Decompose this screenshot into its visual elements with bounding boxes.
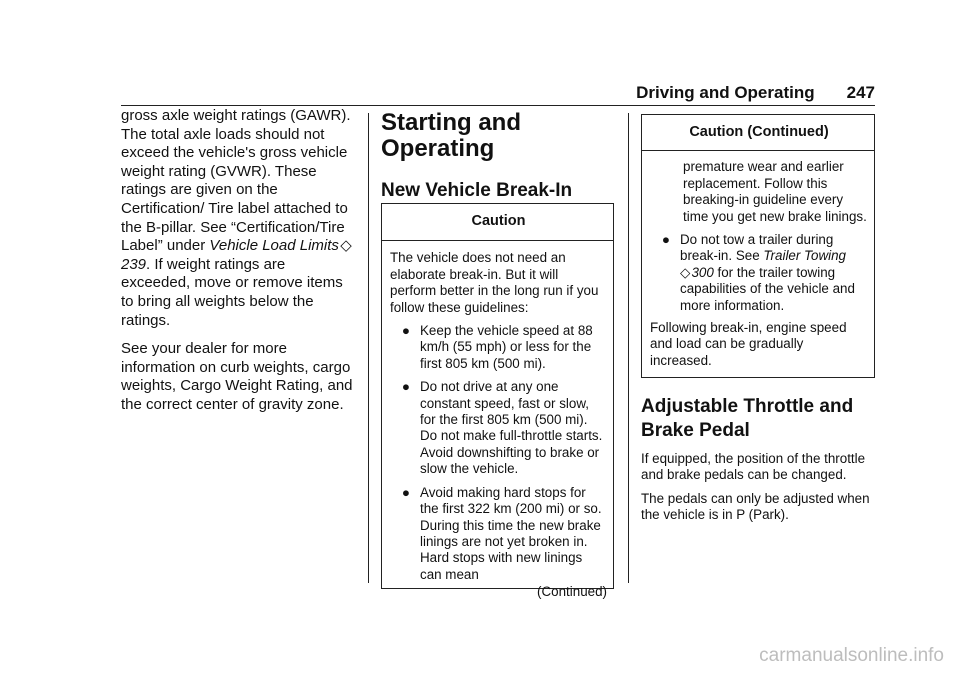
bullet-icon: ● bbox=[401, 379, 410, 395]
adjustable-pedal-heading: Adjustable Throttle and Brake Pedal bbox=[641, 396, 854, 441]
caution-bullet: ● Do not tow a trailer during break-in. See Trailer Towing ◇ 300 for the trailer towing capabilities of the vehicle and more information. bbox=[650, 232, 868, 314]
caution-box-break-in bbox=[381, 203, 614, 600]
caution-box-continued bbox=[641, 114, 875, 378]
caution-bullet: ● Keep the vehicle speed at 88 km/h (55 mph) or less for the first 805 km (500 mi). bbox=[390, 323, 607, 372]
column-1 bbox=[121, 107, 357, 425]
section-heading: Starting and Operating bbox=[381, 109, 522, 162]
caution-divider bbox=[382, 240, 613, 241]
page-ref-icon: ◇ bbox=[340, 237, 352, 255]
column-divider-right bbox=[628, 113, 629, 583]
watermark: carmanualsonline.info bbox=[759, 645, 944, 666]
page-number: 247 bbox=[846, 83, 875, 102]
bullet-icon: ● bbox=[401, 323, 410, 339]
caution-bullet: ● Avoid making hard stops for the first 322 km (200 mi) or so. During this time the new brake linings are not yet broken in. Hard stops with new linings can mean bbox=[390, 485, 607, 583]
caution-intro: The vehicle does not need an elaborate break-in. But it will perform better in the long run if you follow these guidelines: bbox=[390, 250, 599, 315]
page-header bbox=[0, 83, 875, 105]
adjustable-pedal-paragraph: If equipped, the position of the throttle and brake pedals can be changed. bbox=[641, 451, 866, 483]
weight-ratings-paragraph: gross axle weight ratings (GAWR). The total axle loads should not exceed the vehicle's gross vehicle weight rating (GVWR). These ratings are given on the Certification/ Tire label attached to the B-pillar. See “Certification/Tire Label” under Vehicle Load Limits ◇ 239. If weight ratings are exceeded, move or remove items to bring all weights below the ratings. bbox=[121, 107, 352, 329]
section-title: Driving and Operating bbox=[636, 83, 815, 102]
caution-bullet: ● Do not drive at any one constant speed, fast or slow, for the first 805 km (500 mi). Do not make full-throttle starts. Avoid downshifting to brake or slow the vehicle. bbox=[390, 379, 607, 477]
adjustable-pedal-paragraph: The pedals can only be adjusted when the vehicle is in P (Park). bbox=[641, 490, 870, 523]
column-2 bbox=[381, 110, 614, 203]
page-ref-icon: ◇ bbox=[680, 264, 691, 280]
dealer-info-paragraph: See your dealer for more information on curb weights, cargo weights, Cargo Weight Rating, and the correct center of gravity zone. bbox=[121, 340, 353, 413]
bullet-icon: ● bbox=[661, 232, 670, 248]
adjustable-pedal-section bbox=[641, 395, 875, 524]
continued-label: (Continued) bbox=[537, 584, 607, 600]
trailer-towing-link[interactable]: Trailer Towing ◇ 300 bbox=[680, 248, 846, 280]
vehicle-load-limits-link[interactable]: Vehicle Load Limits ◇ 239 bbox=[121, 237, 352, 273]
bullet-icon: ● bbox=[401, 484, 410, 500]
caution-continued-text: premature wear and earlier replacement. Follow this breaking-in guideline every time you get new brake linings. bbox=[683, 159, 867, 224]
column-divider-left bbox=[368, 113, 369, 583]
caution-title: Caution bbox=[471, 213, 526, 229]
caution-closing: Following break-in, engine speed and load can be gradually increased. bbox=[650, 320, 847, 368]
break-in-heading: New Vehicle Break-In bbox=[381, 180, 573, 201]
caution-divider bbox=[642, 150, 874, 151]
header-rule bbox=[121, 105, 875, 106]
caution-continued-title: Caution (Continued) bbox=[689, 124, 829, 140]
